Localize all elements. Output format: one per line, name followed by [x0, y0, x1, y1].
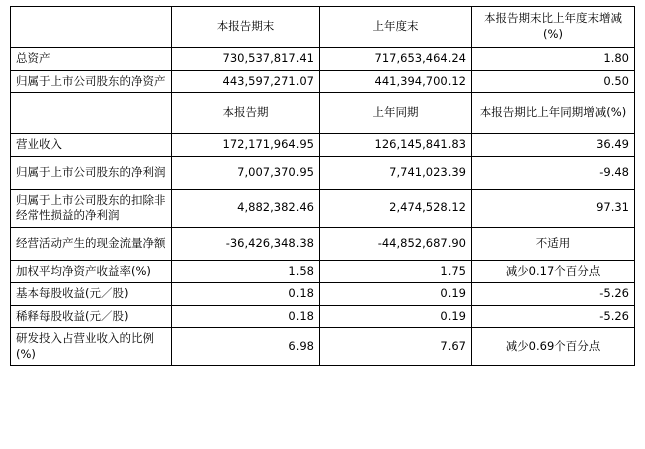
table-row	[11, 48, 635, 71]
row-value-diluted-eps-current: 0.18	[172, 305, 320, 328]
header-cell-empty-2	[11, 93, 172, 134]
table-row	[11, 283, 635, 306]
header-cell-current-period-end: 本报告期末	[172, 7, 320, 48]
row-value-net-profit-current: 7,007,370.95	[172, 156, 320, 189]
row-label-operating-cash-flow: 经营活动产生的现金流量净额	[11, 227, 172, 260]
header-cell-prior-year-end: 上年度末	[320, 7, 472, 48]
row-label-weighted-roe: 加权平均净资产收益率(%)	[11, 260, 172, 283]
row-value-operating-cash-flow-change: 不适用	[472, 227, 635, 260]
row-label-total-assets: 总资产	[11, 48, 172, 71]
row-value-rd-ratio-change: 减少0.69个百分点	[472, 328, 635, 366]
row-value-net-profit-excl-current: 4,882,382.46	[172, 189, 320, 227]
table-header-row-period	[11, 93, 635, 134]
header-cell-prior-period: 上年同期	[320, 93, 472, 134]
row-value-weighted-roe-previous: 1.75	[320, 260, 472, 283]
row-value-total-assets-change: 1.80	[472, 48, 635, 71]
row-value-total-assets-current: 730,537,817.41	[172, 48, 320, 71]
table-row	[11, 305, 635, 328]
row-value-net-profit-excl-previous: 2,474,528.12	[320, 189, 472, 227]
row-value-basic-eps-current: 0.18	[172, 283, 320, 306]
row-value-net-profit-previous: 7,741,023.39	[320, 156, 472, 189]
table-row	[11, 260, 635, 283]
header-cell-current-period: 本报告期	[172, 93, 320, 134]
row-value-basic-eps-change: -5.26	[472, 283, 635, 306]
row-value-rd-ratio-previous: 7.67	[320, 328, 472, 366]
table-row	[11, 328, 635, 366]
row-value-total-assets-previous: 717,653,464.24	[320, 48, 472, 71]
row-value-net-profit-excl-change: 97.31	[472, 189, 635, 227]
row-value-operating-revenue-current: 172,171,964.95	[172, 134, 320, 157]
table-row	[11, 227, 635, 260]
row-label-rd-ratio: 研发投入占营业收入的比例(%)	[11, 328, 172, 366]
table-row	[11, 70, 635, 93]
header-cell-change-period-end: 本报告期末比上年度末增减(%)	[472, 7, 635, 48]
row-value-net-assets-previous: 441,394,700.12	[320, 70, 472, 93]
row-label-basic-eps: 基本每股收益(元／股)	[11, 283, 172, 306]
table-row	[11, 134, 635, 157]
header-cell-empty-1	[11, 7, 172, 48]
row-value-operating-revenue-change: 36.49	[472, 134, 635, 157]
row-value-weighted-roe-current: 1.58	[172, 260, 320, 283]
row-value-diluted-eps-change: -5.26	[472, 305, 635, 328]
row-value-net-assets-current: 443,597,271.07	[172, 70, 320, 93]
row-value-operating-cash-flow-previous: -44,852,687.90	[320, 227, 472, 260]
table-row	[11, 189, 635, 227]
financial-summary-sheet	[0, 6, 645, 449]
row-label-operating-revenue: 营业收入	[11, 134, 172, 157]
table-row	[11, 156, 635, 189]
row-value-net-profit-change: -9.48	[472, 156, 635, 189]
row-value-diluted-eps-previous: 0.19	[320, 305, 472, 328]
financial-summary-table	[10, 6, 635, 366]
header-cell-change-period: 本报告期比上年同期增减(%)	[472, 93, 635, 134]
row-value-operating-cash-flow-current: -36,426,348.38	[172, 227, 320, 260]
table-header-row-period-end	[11, 7, 635, 48]
row-label-net-assets-attributable: 归属于上市公司股东的净资产	[11, 70, 172, 93]
row-label-net-profit-attributable: 归属于上市公司股东的净利润	[11, 156, 172, 189]
row-value-weighted-roe-change: 减少0.17个百分点	[472, 260, 635, 283]
row-value-net-assets-change: 0.50	[472, 70, 635, 93]
row-value-rd-ratio-current: 6.98	[172, 328, 320, 366]
row-label-diluted-eps: 稀释每股收益(元／股)	[11, 305, 172, 328]
row-value-operating-revenue-previous: 126,145,841.83	[320, 134, 472, 157]
row-value-basic-eps-previous: 0.19	[320, 283, 472, 306]
row-label-net-profit-excl-nonrecurring: 归属于上市公司股东的扣除非经常性损益的净利润	[11, 189, 172, 227]
